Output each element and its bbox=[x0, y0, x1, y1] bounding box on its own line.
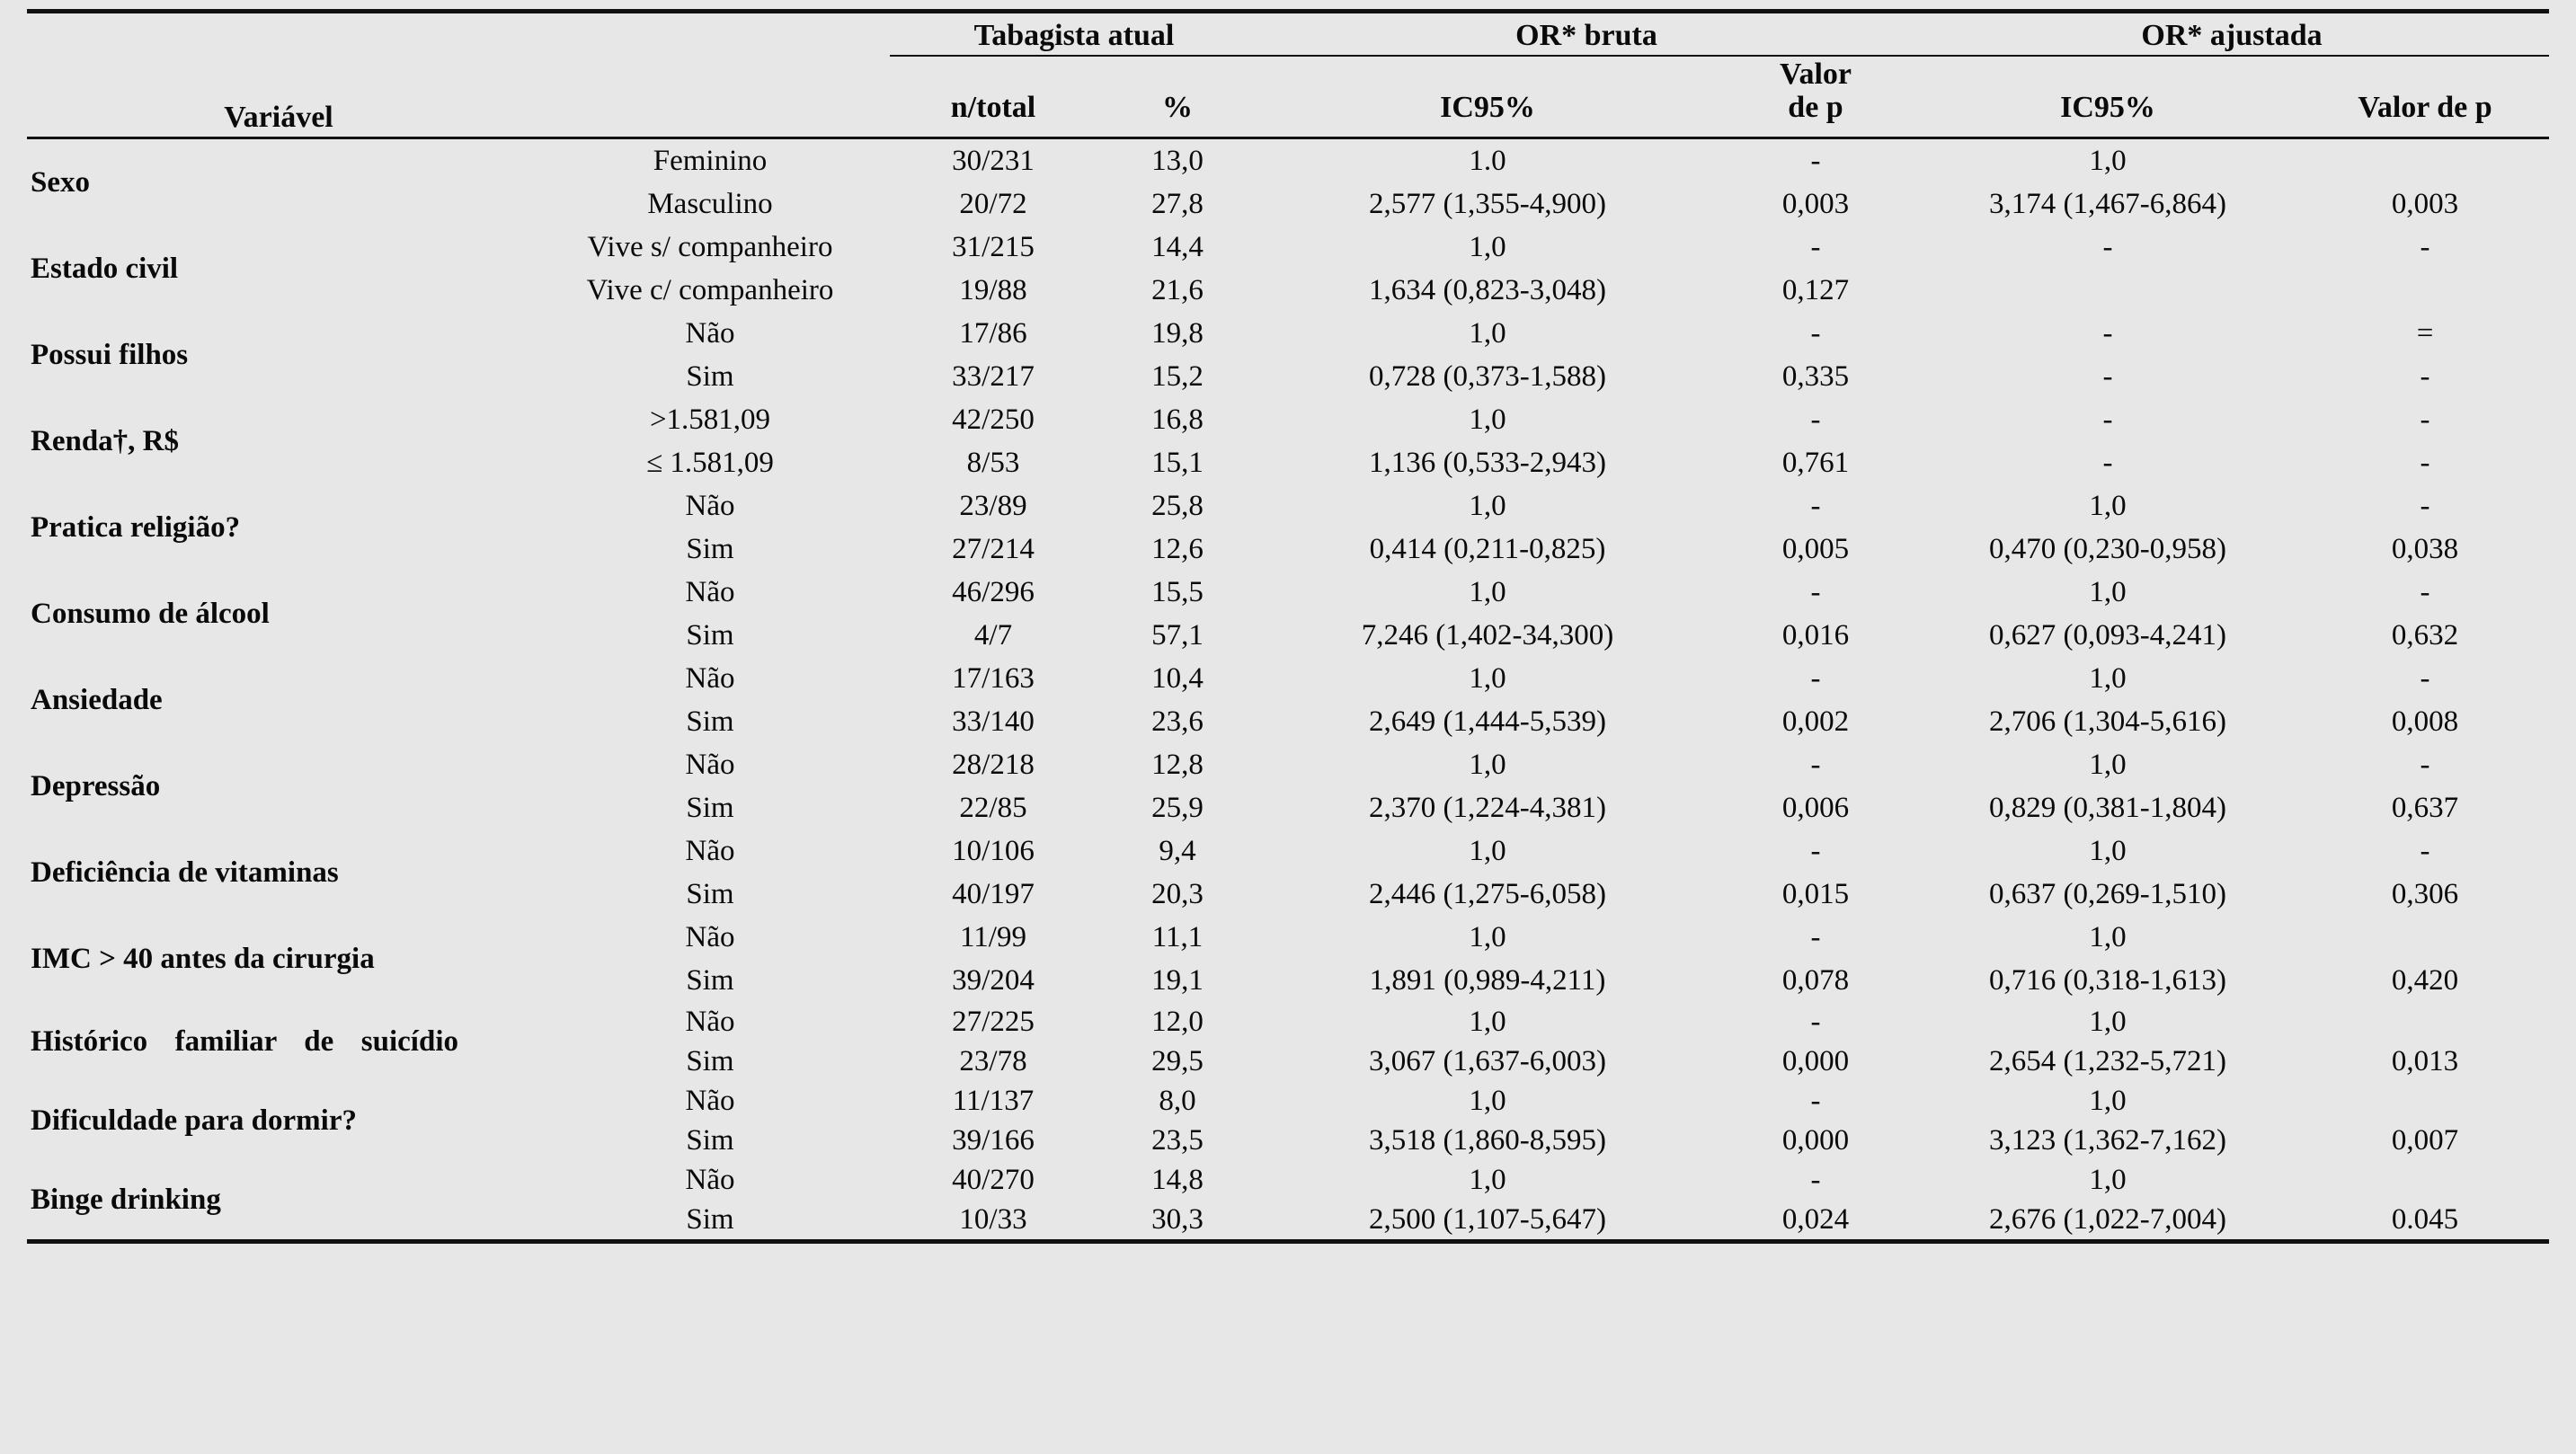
row-ic95-bruta: 1,0 bbox=[1469, 748, 1506, 781]
row-ic95-bruta: 1,0 bbox=[1469, 575, 1506, 608]
row-category: Sim bbox=[686, 791, 734, 824]
row-ntotal: 4/7 bbox=[973, 618, 1013, 652]
row-variable-label: Renda†, R$ bbox=[31, 424, 180, 457]
header-p-bruta-line2: de p bbox=[1788, 90, 1843, 124]
row-ntotal: 33/217 bbox=[952, 359, 1035, 393]
row-ntotal: 42/250 bbox=[952, 403, 1035, 436]
row-ic95-ajustada: 1,0 bbox=[2089, 575, 2127, 608]
row-p-ajustada: - bbox=[2420, 748, 2430, 781]
table-row bbox=[27, 226, 2549, 269]
header-percent: % bbox=[1162, 90, 1193, 124]
row-p-ajustada bbox=[2301, 916, 2549, 959]
header-group-row bbox=[27, 12, 2549, 57]
row-percent: 9,4 bbox=[1159, 834, 1196, 867]
table-row bbox=[27, 1081, 2549, 1121]
row-p-ajustada: - bbox=[2420, 661, 2430, 695]
row-percent: 25,8 bbox=[1151, 489, 1204, 522]
row-category: Vive c/ companheiro bbox=[586, 273, 834, 306]
row-p-ajustada: 0.045 bbox=[2391, 1202, 2459, 1236]
row-ic95-ajustada: 1,0 bbox=[2089, 748, 2127, 781]
row-p-bruta: 0,761 bbox=[1781, 446, 1850, 479]
row-category: Não bbox=[685, 489, 735, 522]
row-p-bruta: - bbox=[1810, 230, 1821, 263]
row-percent: 19,8 bbox=[1151, 316, 1204, 350]
results-table bbox=[27, 9, 2549, 1244]
row-category: Vive s/ companheiro bbox=[587, 230, 833, 263]
row-ic95-bruta: 2,446 (1,275-6,058) bbox=[1369, 877, 1606, 910]
row-percent: 16,8 bbox=[1151, 403, 1204, 436]
row-percent: 15,5 bbox=[1151, 575, 1204, 608]
row-percent: 30,3 bbox=[1151, 1202, 1204, 1236]
header-variable: Variável bbox=[224, 101, 333, 135]
row-ic95-bruta: 1,0 bbox=[1469, 661, 1506, 695]
row-p-ajustada: 0,038 bbox=[2391, 532, 2459, 565]
table-row bbox=[27, 398, 2549, 441]
row-category: Sim bbox=[686, 877, 734, 910]
row-ic95-ajustada: 1,0 bbox=[2089, 1163, 2127, 1196]
row-percent: 10,4 bbox=[1151, 661, 1204, 695]
header-p-ajustada: Valor de p bbox=[2358, 90, 2492, 124]
row-p-ajustada: - bbox=[2420, 230, 2430, 263]
row-ic95-ajustada: 0,829 (0,381-1,804) bbox=[1989, 791, 2226, 824]
row-category: Não bbox=[685, 575, 735, 608]
table-row bbox=[27, 484, 2549, 528]
row-ic95-bruta: 1,0 bbox=[1469, 230, 1506, 263]
row-p-ajustada: - bbox=[2420, 359, 2430, 393]
row-ic95-ajustada: - bbox=[2102, 403, 2113, 436]
table-row bbox=[27, 1002, 2549, 1042]
row-p-ajustada bbox=[2301, 138, 2549, 183]
row-ic95-bruta: 3,518 (1,860-8,595) bbox=[1369, 1123, 1606, 1157]
row-ic95-bruta: 0,414 (0,211-0,825) bbox=[1369, 532, 1606, 565]
row-category: Sim bbox=[686, 705, 734, 738]
row-ntotal: 22/85 bbox=[959, 791, 1027, 824]
row-ic95-ajustada: - bbox=[2102, 446, 2113, 479]
row-category: Feminino bbox=[653, 144, 768, 177]
row-percent: 23,5 bbox=[1151, 1123, 1204, 1157]
row-ic95-ajustada: 0,470 (0,230-0,958) bbox=[1989, 532, 2226, 565]
row-ic95-bruta: 2,577 (1,355-4,900) bbox=[1369, 187, 1606, 220]
row-ic95-bruta: 7,246 (1,402-34,300) bbox=[1361, 618, 1614, 652]
row-p-ajustada bbox=[2301, 1160, 2549, 1200]
row-ntotal: 17/86 bbox=[959, 316, 1027, 350]
row-ic95-bruta: 1,634 (0,823-3,048) bbox=[1369, 273, 1606, 306]
header-p-bruta bbox=[1717, 56, 1914, 138]
row-percent: 21,6 bbox=[1151, 273, 1204, 306]
row-ic95-bruta: 2,370 (1,224-4,381) bbox=[1369, 791, 1606, 824]
row-p-bruta: - bbox=[1810, 920, 1821, 953]
header-group-or-ajustada: OR* ajustada bbox=[1914, 12, 2549, 57]
row-p-ajustada: - bbox=[2420, 403, 2430, 436]
row-p-bruta: - bbox=[1810, 575, 1821, 608]
row-p-bruta: 0,078 bbox=[1781, 963, 1850, 997]
row-ic95-ajustada: 1,0 bbox=[2089, 920, 2127, 953]
row-variable-label: Dificuldade para dormir? bbox=[31, 1104, 357, 1137]
table-row bbox=[27, 1160, 2549, 1200]
row-p-ajustada: - bbox=[2420, 446, 2430, 479]
row-ic95-bruta: 1,136 (0,533-2,943) bbox=[1369, 446, 1606, 479]
row-p-bruta: 0,000 bbox=[1781, 1123, 1850, 1157]
row-variable-label: Binge drinking bbox=[31, 1183, 221, 1216]
row-variable-label: Depressão bbox=[31, 769, 161, 802]
table-row bbox=[27, 657, 2549, 700]
header-group-tabagista: Tabagista atual bbox=[890, 12, 1258, 57]
row-percent: 8,0 bbox=[1159, 1084, 1196, 1117]
row-ntotal: 27/225 bbox=[952, 1005, 1035, 1038]
row-ntotal: 30/231 bbox=[952, 144, 1035, 177]
row-ic95-bruta: 1,0 bbox=[1469, 834, 1506, 867]
row-category: Não bbox=[685, 1084, 735, 1117]
row-ic95-bruta: 1,0 bbox=[1469, 403, 1506, 436]
row-category: ≤ 1.581,09 bbox=[646, 446, 774, 479]
row-ic95-bruta: 0,728 (0,373-1,588) bbox=[1369, 359, 1606, 393]
row-p-ajustada: 0,632 bbox=[2391, 618, 2459, 652]
row-ic95-bruta: 3,067 (1,637-6,003) bbox=[1369, 1044, 1606, 1077]
row-percent: 13,0 bbox=[1151, 144, 1204, 177]
row-ic95-bruta: 1.0 bbox=[1469, 144, 1506, 177]
row-category: Não bbox=[685, 316, 735, 350]
row-ic95-bruta: 2,500 (1,107-5,647) bbox=[1369, 1202, 1606, 1236]
row-category: Sim bbox=[686, 532, 734, 565]
header-ic95-ajustada: IC95% bbox=[2060, 90, 2155, 124]
row-ic95-bruta: 1,0 bbox=[1469, 1005, 1506, 1038]
row-ic95-ajustada: 0,716 (0,318-1,613) bbox=[1989, 963, 2226, 997]
row-p-ajustada: 0,420 bbox=[2391, 963, 2459, 997]
row-category: Masculino bbox=[647, 187, 773, 220]
table-row bbox=[27, 743, 2549, 786]
row-p-bruta: 0,015 bbox=[1781, 877, 1850, 910]
row-ntotal: 39/204 bbox=[952, 963, 1035, 997]
row-percent: 12,8 bbox=[1151, 748, 1204, 781]
table-row bbox=[27, 312, 2549, 355]
row-ic95-ajustada: - bbox=[2102, 359, 2113, 393]
row-variable-label: IMC > 40 antes da cirurgia bbox=[31, 942, 375, 975]
row-ntotal: 10/33 bbox=[959, 1202, 1027, 1236]
row-p-ajustada: 0,003 bbox=[2391, 187, 2459, 220]
row-ic95-ajustada: 1,0 bbox=[2089, 1084, 2127, 1117]
row-ic95-bruta: 1,0 bbox=[1469, 920, 1506, 953]
row-p-bruta: - bbox=[1810, 316, 1821, 350]
row-variable-label: Ansiedade bbox=[31, 683, 163, 716]
row-percent: 15,2 bbox=[1151, 359, 1204, 393]
row-p-bruta: - bbox=[1810, 1084, 1821, 1117]
row-variable-label: Deficiência de vitaminas bbox=[31, 856, 339, 889]
row-category: Sim bbox=[686, 359, 734, 393]
table-header bbox=[27, 12, 2549, 138]
row-category: Sim bbox=[686, 963, 734, 997]
row-ntotal: 20/72 bbox=[959, 187, 1027, 220]
row-category: Não bbox=[685, 661, 735, 695]
row-percent: 12,0 bbox=[1151, 1005, 1204, 1038]
row-category: Sim bbox=[686, 1123, 734, 1157]
row-p-bruta: - bbox=[1810, 834, 1821, 867]
header-ic95-bruta: IC95% bbox=[1440, 90, 1535, 124]
row-ntotal: 33/140 bbox=[952, 705, 1035, 738]
row-p-ajustada bbox=[2301, 1081, 2549, 1121]
row-ic95-ajustada: 1,0 bbox=[2089, 834, 2127, 867]
row-ntotal: 11/99 bbox=[960, 920, 1026, 953]
row-ic95-ajustada: 3,123 (1,362-7,162) bbox=[1989, 1123, 2226, 1157]
row-p-ajustada: - bbox=[2420, 575, 2430, 608]
row-category: >1.581,09 bbox=[649, 403, 771, 436]
row-ic95-ajustada: 1,0 bbox=[2089, 661, 2127, 695]
row-p-bruta: 0,335 bbox=[1781, 359, 1850, 393]
row-p-ajustada: 0,306 bbox=[2391, 877, 2459, 910]
row-p-ajustada: 0,008 bbox=[2391, 705, 2459, 738]
row-ntotal: 31/215 bbox=[952, 230, 1035, 263]
row-p-bruta: 0,003 bbox=[1781, 187, 1850, 220]
header-ntotal: n/total bbox=[950, 90, 1036, 124]
row-ntotal: 28/218 bbox=[952, 748, 1035, 781]
row-p-ajustada: 0,007 bbox=[2391, 1123, 2459, 1157]
header-category bbox=[530, 12, 890, 138]
row-category: Não bbox=[685, 834, 735, 867]
row-ntotal: 27/214 bbox=[952, 532, 1035, 565]
row-p-bruta: - bbox=[1810, 1163, 1821, 1196]
row-percent: 19,1 bbox=[1151, 963, 1204, 997]
row-percent: 57,1 bbox=[1151, 618, 1204, 652]
row-ntotal: 11/137 bbox=[952, 1084, 1035, 1117]
table-body bbox=[27, 138, 2549, 1242]
row-p-bruta: 0,006 bbox=[1781, 791, 1850, 824]
header-group-or-bruta: OR* bruta bbox=[1258, 12, 1914, 57]
row-p-ajustada: - bbox=[2420, 489, 2430, 522]
row-percent: 27,8 bbox=[1151, 187, 1204, 220]
row-ic95-ajustada: - bbox=[2102, 230, 2113, 263]
row-category: Não bbox=[685, 920, 735, 953]
row-ic95-bruta: 2,649 (1,444-5,539) bbox=[1369, 705, 1606, 738]
row-p-bruta: 0,000 bbox=[1781, 1044, 1850, 1077]
row-ic95-bruta: 1,0 bbox=[1469, 1084, 1506, 1117]
row-ntotal: 8/53 bbox=[966, 446, 1020, 479]
row-p-ajustada: 0,637 bbox=[2391, 791, 2459, 824]
row-p-bruta: 0,024 bbox=[1781, 1202, 1850, 1236]
row-ic95-bruta: 1,0 bbox=[1469, 489, 1506, 522]
row-ic95-ajustada: 0,627 (0,093-4,241) bbox=[1989, 618, 2226, 652]
row-p-bruta: 0,005 bbox=[1781, 532, 1850, 565]
row-category: Sim bbox=[686, 1202, 734, 1236]
row-ntotal: 19/88 bbox=[959, 273, 1027, 306]
row-variable-label: Possui filhos bbox=[31, 338, 189, 371]
row-p-bruta: - bbox=[1810, 661, 1821, 695]
row-p-ajustada: 0,013 bbox=[2391, 1044, 2459, 1077]
row-category: Não bbox=[685, 748, 735, 781]
row-ic95-ajustada: - bbox=[2102, 316, 2113, 350]
row-percent: 25,9 bbox=[1151, 791, 1204, 824]
row-ntotal: 46/296 bbox=[952, 575, 1035, 608]
row-p-ajustada: - bbox=[2420, 834, 2430, 867]
row-ic95-ajustada: 2,676 (1,022-7,004) bbox=[1989, 1202, 2226, 1236]
row-ntotal: 39/166 bbox=[952, 1123, 1035, 1157]
header-p-bruta-line1: Valor bbox=[1780, 58, 1852, 91]
row-p-ajustada: = bbox=[2416, 316, 2434, 350]
row-percent: 12,6 bbox=[1151, 532, 1204, 565]
row-ic95-bruta: 1,0 bbox=[1469, 1163, 1506, 1196]
row-ic95-bruta: 1,891 (0,989-4,211) bbox=[1369, 963, 1606, 997]
row-ic95-ajustada: 1,0 bbox=[2089, 144, 2127, 177]
row-ic95-ajustada: 2,706 (1,304-5,616) bbox=[1989, 705, 2226, 738]
row-ic95-bruta: 1,0 bbox=[1469, 316, 1506, 350]
row-p-bruta: - bbox=[1810, 748, 1821, 781]
row-ntotal: 10/106 bbox=[952, 834, 1035, 867]
row-p-ajustada bbox=[2301, 1002, 2549, 1042]
row-ic95-ajustada: 2,654 (1,232-5,721) bbox=[1989, 1044, 2226, 1077]
table-row bbox=[27, 829, 2549, 873]
row-ntotal: 17/163 bbox=[952, 661, 1035, 695]
row-variable-label: Histórico familiar de suicídio bbox=[31, 1024, 458, 1058]
row-percent: 20,3 bbox=[1151, 877, 1204, 910]
row-variable-label: Pratica religião? bbox=[31, 510, 241, 544]
row-p-bruta: - bbox=[1810, 489, 1821, 522]
row-p-bruta: - bbox=[1810, 1005, 1821, 1038]
row-category: Sim bbox=[686, 618, 734, 652]
row-percent: 14,8 bbox=[1151, 1163, 1204, 1196]
row-ic95-ajustada: 1,0 bbox=[2089, 489, 2127, 522]
row-p-bruta: 0,127 bbox=[1781, 273, 1850, 306]
row-percent: 14,4 bbox=[1151, 230, 1204, 263]
row-ntotal: 23/78 bbox=[959, 1044, 1027, 1077]
table-row bbox=[27, 138, 2549, 183]
row-variable-label: Sexo bbox=[31, 165, 90, 199]
row-ic95-ajustada: 0,637 (0,269-1,510) bbox=[1989, 877, 2226, 910]
row-category: Não bbox=[685, 1163, 735, 1196]
table-row bbox=[27, 916, 2549, 959]
row-p-bruta: - bbox=[1810, 403, 1821, 436]
row-variable-label: Estado civil bbox=[31, 252, 179, 285]
row-p-bruta: - bbox=[1810, 144, 1821, 177]
row-ic95-ajustada bbox=[1914, 269, 2301, 312]
row-p-bruta: 0,002 bbox=[1781, 705, 1850, 738]
row-ntotal: 23/89 bbox=[959, 489, 1027, 522]
row-category: Sim bbox=[686, 1044, 734, 1077]
row-category: Não bbox=[685, 1005, 735, 1038]
row-ic95-ajustada: 3,174 (1,467-6,864) bbox=[1989, 187, 2226, 220]
row-p-bruta: 0,016 bbox=[1781, 618, 1850, 652]
row-ntotal: 40/270 bbox=[952, 1163, 1035, 1196]
row-percent: 11,1 bbox=[1151, 920, 1204, 953]
table-row bbox=[27, 571, 2549, 614]
row-ic95-ajustada: 1,0 bbox=[2089, 1005, 2127, 1038]
row-percent: 29,5 bbox=[1151, 1044, 1204, 1077]
row-ntotal: 40/197 bbox=[952, 877, 1035, 910]
row-percent: 15,1 bbox=[1151, 446, 1204, 479]
row-p-ajustada bbox=[2301, 269, 2549, 312]
row-percent: 23,6 bbox=[1151, 705, 1204, 738]
row-variable-label: Consumo de álcool bbox=[31, 597, 270, 630]
